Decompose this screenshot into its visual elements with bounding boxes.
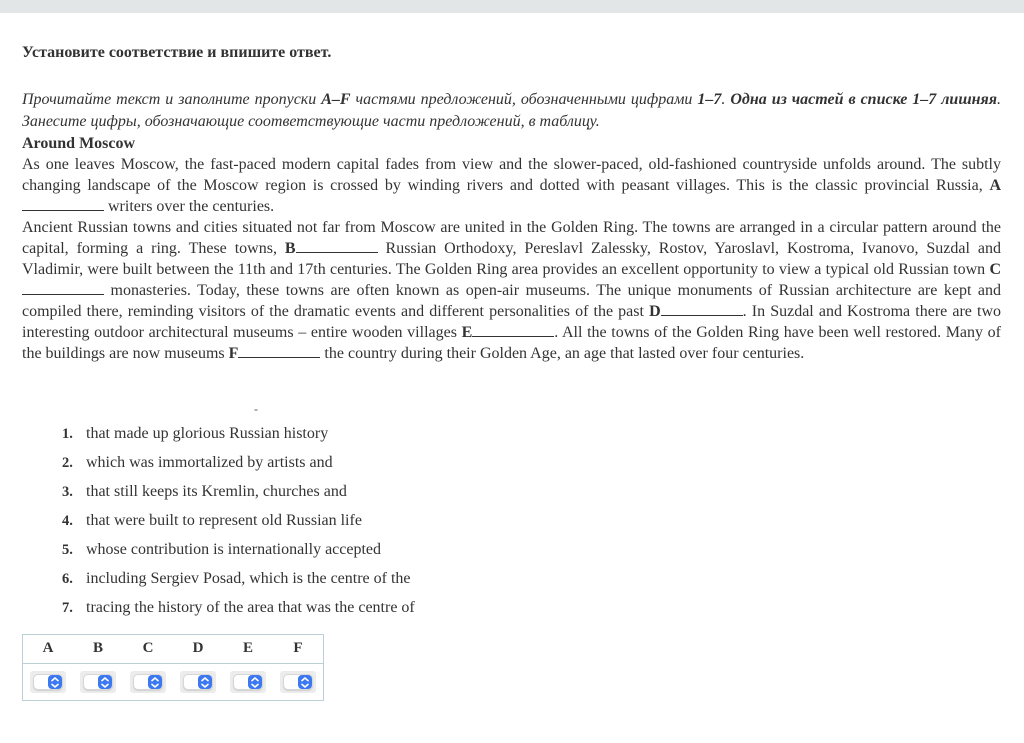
- select-value-area: [283, 674, 313, 690]
- table-cell: [73, 664, 123, 701]
- option-text: that made up glorious Russian history: [86, 425, 329, 442]
- instruction-bold-extra: Одна из частей в списке 1–7 лишняя: [730, 91, 998, 108]
- reading-text: [22, 133, 1001, 364]
- list-item: [62, 540, 1001, 560]
- paragraph-2: [22, 217, 1001, 364]
- select-stepper-icon: [148, 675, 162, 689]
- instruction-text: . Занесите цифры, обозначающие соответствующие части предложений, в таблицу.: [22, 91, 1002, 130]
- select-value-area: [33, 674, 63, 690]
- gap-f-letter: F: [228, 345, 239, 362]
- answer-select-a[interactable]: [30, 671, 66, 693]
- option-text: which was immortalized by artists and: [86, 454, 333, 471]
- select-value-area: [83, 674, 113, 690]
- gap-a-letter: A: [989, 177, 1001, 194]
- instruction-text: Прочитайте текст и заполните пропуски: [22, 91, 322, 108]
- option-text: tracing the history of the area that was the centre of: [86, 599, 415, 616]
- task-page: [0, 13, 1024, 701]
- answer-column-d: D: [192, 640, 204, 656]
- answer-table-header-row: [23, 635, 324, 664]
- option-number: 5.: [62, 542, 73, 558]
- gap-b-blank: [296, 250, 378, 253]
- gap-c-blank: [22, 292, 104, 295]
- list-item: [62, 569, 1001, 589]
- top-bar: [0, 0, 1024, 13]
- select-stepper-icon: [48, 675, 62, 689]
- text-heading: Around Moscow: [22, 135, 136, 152]
- instruction-text: .: [721, 91, 731, 108]
- table-cell: [273, 664, 324, 701]
- paragraph-text: the country during their Golden Age, an age that lasted over four centuries.: [320, 345, 805, 362]
- answer-table: [22, 634, 324, 701]
- answer-select-e[interactable]: [230, 671, 266, 693]
- gap-e-letter: E: [461, 324, 473, 341]
- answer-select-d[interactable]: [180, 671, 216, 693]
- table-cell: [123, 664, 173, 701]
- answer-select-c[interactable]: [130, 671, 166, 693]
- instruction-bold-17: 1–7: [697, 91, 722, 108]
- paragraph-text: Ancient Russian towns and cities situated not far from Moscow are united in the Golden Ring. The towns are arranged in a circular pattern around the capital, forming a ring. These towns,: [22, 219, 1001, 257]
- option-number: 7.: [62, 600, 73, 616]
- gap-e-blank: [472, 334, 554, 337]
- gap-d-blank: [661, 313, 743, 316]
- select-value-area: [233, 674, 263, 690]
- paragraph-text: monasteries. Today, these towns are often known as open-air museums. The unique monuments of Russian architecture are kept and compiled there, reminding visitors of the dramatic events and different personalities of the past: [22, 282, 1001, 320]
- list-item: [62, 424, 1001, 444]
- option-text: that were built to represent old Russian life: [86, 512, 362, 529]
- list-item: [62, 453, 1001, 473]
- answer-column-a: A: [42, 640, 54, 656]
- option-number: 1.: [62, 426, 73, 442]
- instruction-bold-af: A–F: [321, 91, 351, 108]
- select-stepper-icon: [98, 675, 112, 689]
- answer-select-b[interactable]: [80, 671, 116, 693]
- option-number: 4.: [62, 513, 73, 529]
- table-cell: [23, 664, 74, 701]
- answer-column-e: E: [242, 640, 253, 656]
- page-title: Установите соответствие и впишите ответ.: [22, 44, 332, 61]
- option-number: 6.: [62, 571, 73, 587]
- paragraph-1: [22, 154, 1001, 217]
- paragraph-text: . All the towns of the Golden Ring have been well restored. Many of the buildings are now museums: [22, 324, 1001, 362]
- gap-b-letter: B: [284, 240, 296, 257]
- list-item: [62, 511, 1001, 531]
- option-number: 3.: [62, 484, 73, 500]
- answer-column-b: B: [92, 640, 103, 656]
- answer-table-select-row: [23, 664, 324, 701]
- select-value-area: [183, 674, 213, 690]
- gap-f-blank: [238, 355, 320, 358]
- option-text: including Sergiev Posad, which is the centre of the: [86, 570, 411, 587]
- list-item: [62, 482, 1001, 502]
- answer-column-c: C: [142, 640, 154, 656]
- table-cell: [173, 664, 223, 701]
- paragraph-text: . In Suzdal and Kostroma there are two interesting outdoor architectural museums – entire wooden villages: [22, 303, 1001, 341]
- gap-a-blank: [22, 208, 104, 211]
- table-cell: [223, 664, 273, 701]
- task-instruction: [22, 89, 1001, 133]
- paragraph-text: Russian Orthodoxy, Pereslavl Zalessky, Rostov, Yaroslavl, Kostroma, Ivanovo, Suzdal and Vladimir, were built between the 11th and 17th centuries. The Golden Ring area provides an excellent opportunity to view a typical old Russian town: [22, 240, 1002, 278]
- select-stepper-icon: [248, 675, 262, 689]
- gap-c-letter: C: [989, 261, 1001, 278]
- answer-select-f[interactable]: [280, 671, 316, 693]
- gap-d-letter: D: [649, 303, 661, 320]
- stray-dash: -: [254, 402, 258, 416]
- paragraph-text: As one leaves Moscow, the fast-paced modern capital fades from view and the slower-paced, old-fashioned countryside unfolds around. The subtly changing landscape of the Moscow region is crossed by winding rivers and dotted with peasant villages. This is the classic provincial Russia,: [22, 156, 1001, 194]
- option-text: whose contribution is internationally accepted: [86, 541, 382, 558]
- options-list: [62, 424, 1001, 618]
- paragraph-text: writers over the centuries.: [104, 198, 275, 215]
- option-text: that still keeps its Kremlin, churches and: [86, 483, 347, 500]
- option-number: 2.: [62, 455, 73, 471]
- instruction-text: частями предложений, обозначенными цифрами: [350, 91, 698, 108]
- answer-column-f: F: [293, 640, 303, 656]
- select-stepper-icon: [298, 675, 312, 689]
- select-value-area: [133, 674, 163, 690]
- select-stepper-icon: [198, 675, 212, 689]
- list-item: [62, 598, 1001, 618]
